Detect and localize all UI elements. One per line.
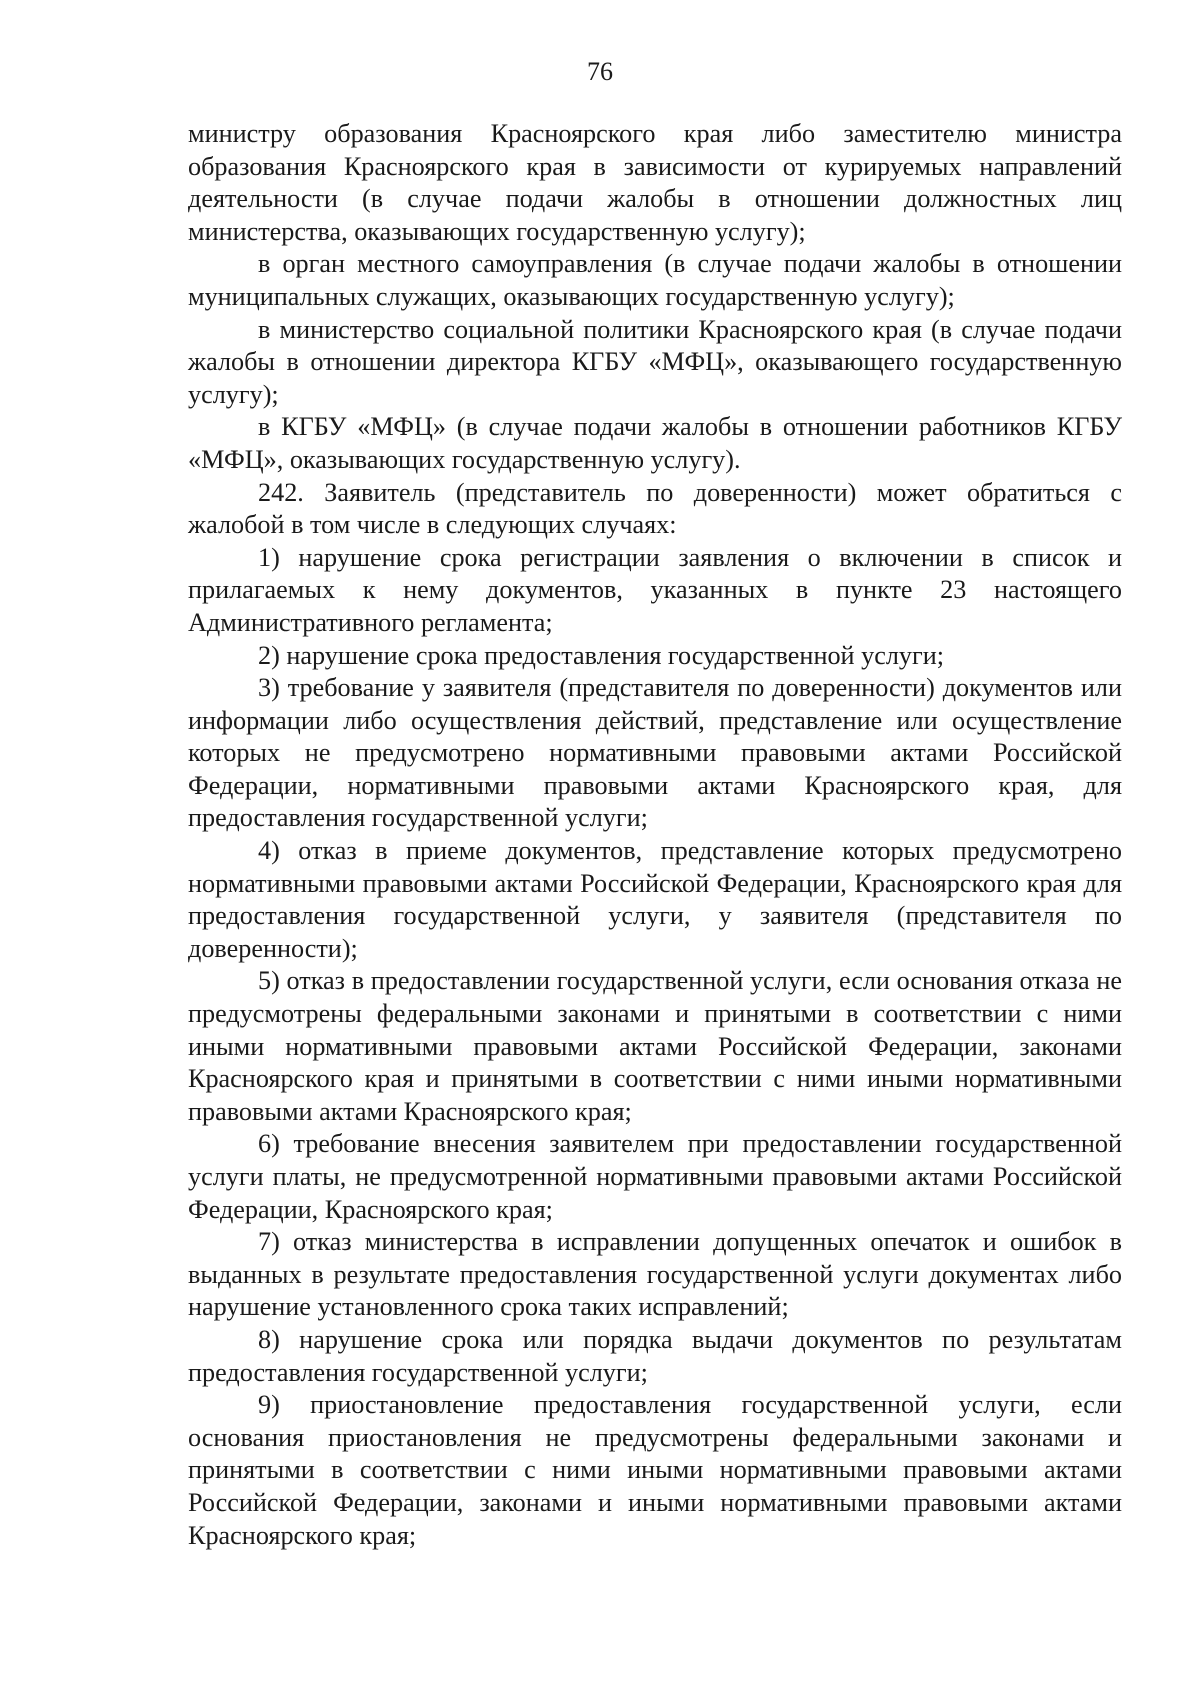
document-body [188,118,1122,1552]
list-item-4: 4) отказ в приеме документов, представление которых предусмотрено нормативными правовыми актами Российской Федерации, Красноярского края для предоставления государственной услуги, у заявителя (представителя по доверенности); [188,836,1122,963]
paragraph-kgbu-mfc: в КГБУ «МФЦ» (в случае подачи жалобы в отношении работников КГБУ «МФЦ», оказывающих государственную услугу). [188,412,1122,474]
paragraph-242: 242. Заявитель (представитель по доверенности) может обратиться с жалобой в том числе в следующих случаях: [188,477,1122,540]
list-item-8: 8) нарушение срока или порядка выдачи документов по результатам предоставления государственной услуги; [188,1324,1122,1387]
list-item-9: 9) приостановление предоставления государственной услуги, если основания приостановления не предусмотрены федеральными законами и принятыми в соответствии с ними иными нормативными правовыми актами Российской Федерации, законами и иными нормативными правовыми актами Красноярского края; [188,1390,1122,1550]
list-item-3: 3) требование у заявителя (представителя по доверенности) документов или информации либо осуществления действий, представление или осуществление которых не предусмотрено нормативными правовыми актами Российской Федерации, нормативными правовыми актами Красноярского края, для предоставления государственной услуги; [188,673,1122,833]
paragraph-ministry-social-policy: в министерство социальной политики Красноярского края (в случае подачи жалобы в отношении директора КГБУ «МФЦ», оказывающего государственную услугу); [188,314,1122,409]
list-item-6: 6) требование внесения заявителем при предоставлении государственной услуги платы, не предусмотренной нормативными правовыми актами Российской Федерации, Красноярского края; [188,1129,1122,1224]
paragraph-ministry-education: министру образования Красноярского края либо заместителю министра образования Красноярского края в зависимости от курируемых направлений деятельности (в случае подачи жалобы в отношении должностных лиц министерства, оказывающих государственную услугу); [188,119,1122,246]
list-item-7: 7) отказ министерства в исправлении допущенных опечаток и ошибок в выданных в результате предоставления государственной услуги документах либо нарушение установленного срока таких исправлений; [188,1227,1122,1322]
list-item-1: 1) нарушение срока регистрации заявления о включении в список и прилагаемых к нему документов, указанных в пункте 23 настоящего Административного регламента; [188,542,1122,637]
page-number: 76 [587,57,613,86]
list-item-5: 5) отказ в предоставлении государственной услуги, если основания отказа не предусмотрены федеральными законами и принятыми в соответствии с ними иными нормативными правовыми актами Российской Федерации, законами Красноярского края и принятыми в соответствии с ними иными нормативными правовыми актами Красноярского края; [188,966,1122,1126]
list-item-2: 2) нарушение срока предоставления государственной услуги; [258,640,945,670]
paragraph-local-government: в орган местного самоуправления (в случае подачи жалобы в отношении муниципальных служащих, оказывающих государственную услугу); [188,249,1122,311]
